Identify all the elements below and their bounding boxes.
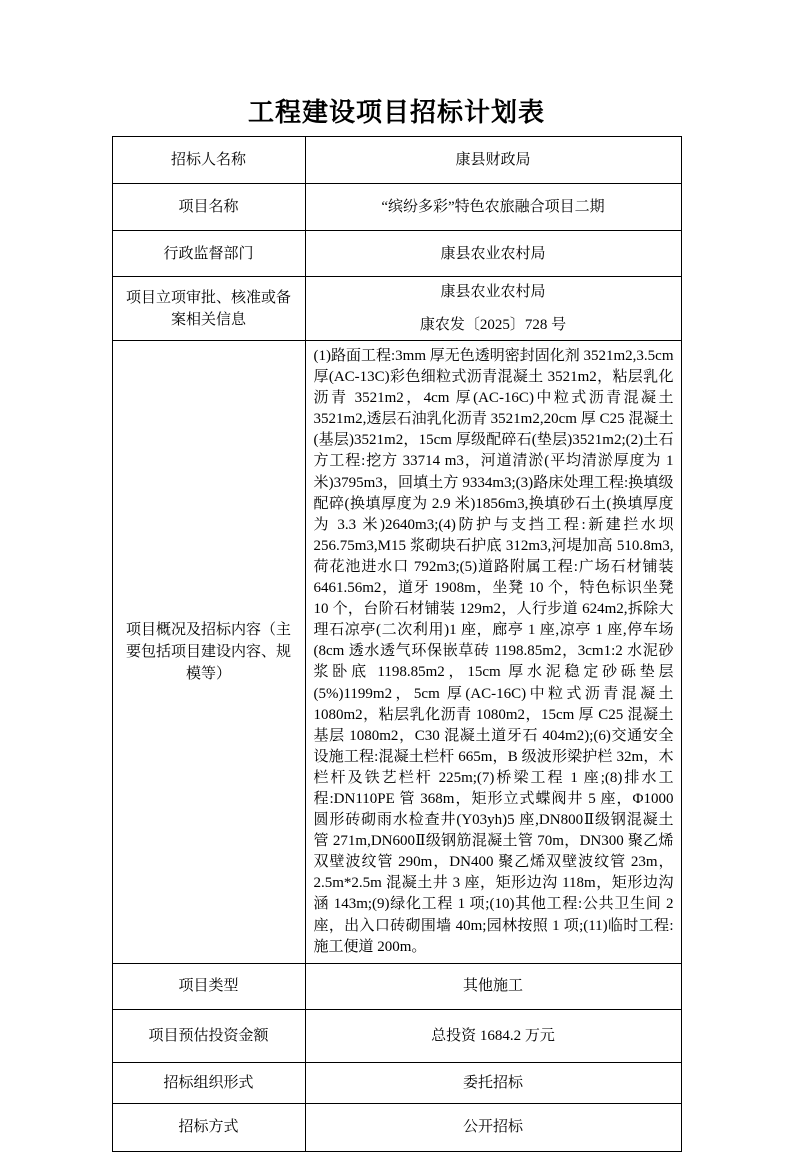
approval-authority: 康县农业农村局 — [440, 284, 546, 300]
bidding-plan-table — [112, 136, 682, 1152]
table-row-bidding-method — [112, 1103, 681, 1151]
project-type-label: 项目类型 — [112, 963, 305, 1009]
table-row-project-overview — [112, 341, 681, 964]
table-row-project-name — [112, 184, 681, 231]
table-row-bidding-organization-form — [112, 1062, 681, 1103]
estimated-investment-label: 项目预估投资金额 — [112, 1009, 305, 1062]
bidder-name-label: 招标人名称 — [112, 137, 305, 184]
project-type-value: 其他施工 — [305, 963, 681, 1009]
project-name-value: “缤纷多彩”特色农旅融合项目二期 — [305, 184, 681, 231]
table-row-supervising-department — [112, 231, 681, 277]
project-overview-label: 项目概况及招标内容（主要包括项目建设内容、规模等） — [112, 341, 305, 964]
table-row-bidder-name — [112, 137, 681, 184]
approval-info-value — [305, 277, 681, 341]
approval-info-label: 项目立项审批、核准或备案相关信息 — [112, 277, 305, 341]
approval-document-number: 康农发〔2025〕728 号 — [419, 317, 567, 333]
table-row-project-type — [112, 963, 681, 1009]
page-title: 工程建设项目招标计划表 — [247, 97, 545, 127]
project-name-label: 项目名称 — [112, 184, 305, 231]
table-row-estimated-investment — [112, 1009, 681, 1062]
table-row-approval-info — [112, 277, 681, 341]
estimated-investment-value: 总投资 1684.2 万元 — [305, 1009, 681, 1062]
supervising-department-value: 康县农业农村局 — [305, 231, 681, 277]
bidding-method-value: 公开招标 — [305, 1103, 681, 1151]
bidding-method-label: 招标方式 — [112, 1103, 305, 1151]
project-overview-value: (1)路面工程:3mm 厚无色透明密封固化剂 3521m2,3.5cm 厚(AC-13C)彩色细粒式沥青混凝土 3521m2，粘层乳化沥青 3521m2，4cm 厚(AC-16C)中粒式沥青混凝土 3521m2,透层石油乳化沥青 3521m2,20cm 厚 C25 混凝土(基层)3521m2，15cm 厚级配碎石(垫层)3521m2;(2)土石方工程:挖方 33714 m3，河道清淤(平均清淤厚度为 1 米)3795m3，回填土方 9334m3;(3)路床处理工程:换填级配碎(换填厚度为 2.9 米)1856m3,换填砂石土(换填厚度为 3.3 米)2640m3;(4)防护与支挡工程:新建拦水坝 256.75m3,M15 浆砌块石护底 312m3,河堤加高 510.8m3,荷花池进水口 792m3;(5)道路附属工程:广场石材铺装 6461.56m2，道牙 1908m，坐凳 10 个，特色标识坐凳 10 个，台阶石材铺装 129m2，人行步道 624m2,拆除大理石凉亭(二次利用)1 座，廊亭 1 座,凉亭 1 座,停车场(8cm 透水透气环保嵌草砖 1198.85m2，3cm1:2 水泥砂浆卧底 1198.85m2，15cm 厚水泥稳定砂砾垫层(5%)1199m2，5cm 厚(AC-16C)中粒式沥青混凝土 1080m2，粘层乳化沥青 1080m2，15cm 厚 C25 混凝土基层 1080m2，C30 混凝土道牙石 404m2);(6)交通安全设施工程:混凝土栏杆 665m，B 级波形梁护栏 32m，木栏杆及铁艺栏杆 225m;(7)桥梁工程 1 座;(8)排水工程:DN110PE 管 368m，矩形立式蝶阀井 5 座，Φ1000 圆形砖砌雨水检查井(Y03yh)5 座,DN800Ⅱ级钢混凝土管 271m,DN600Ⅱ级钢筋混凝土管 70m，DN300 聚乙烯双壁波纹管 290m，DN400 聚乙烯双壁波纹管 23m，2.5m*2.5m 混凝土井 3 座，矩形边沟 118m，矩形边沟涵 143m;(9)绿化工程 1 项;(10)其他工程:公共卫生间 2 座，出入口砖砌围墙 40m;园林按照 1 项;(11)临时工程:施工便道 200m。 — [305, 341, 681, 964]
bidding-organization-form-label: 招标组织形式 — [112, 1062, 305, 1103]
bidder-name-value: 康县财政局 — [305, 137, 681, 184]
supervising-department-label: 行政监督部门 — [112, 231, 305, 277]
bidding-organization-form-value: 委托招标 — [305, 1062, 681, 1103]
